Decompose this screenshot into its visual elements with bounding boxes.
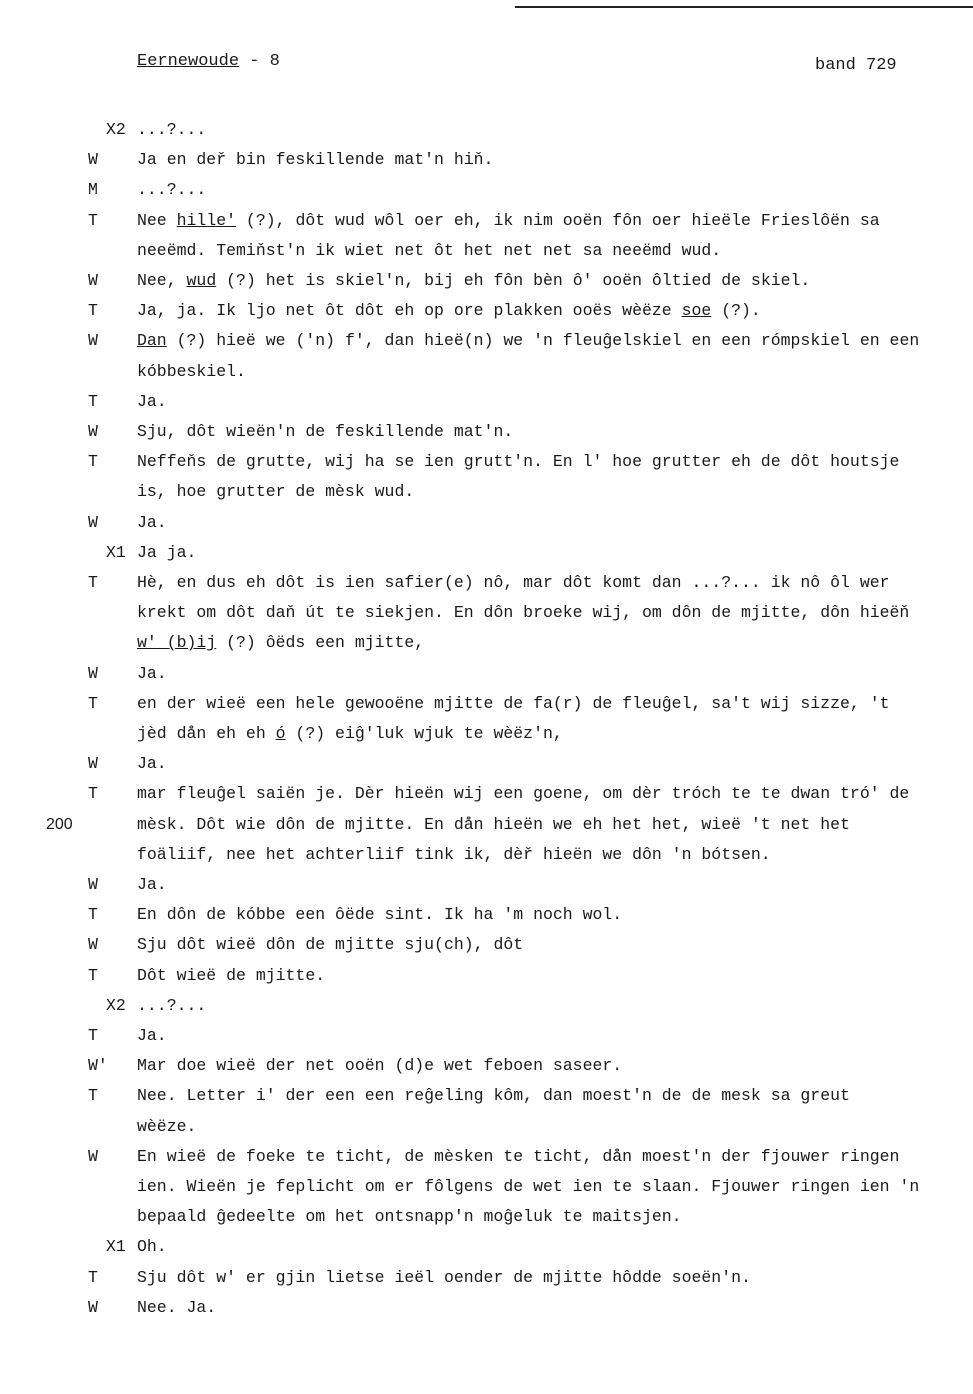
utterance-text: kóbbeskiel. — [137, 361, 246, 381]
speaker-label: M — [88, 180, 98, 200]
utterance-text: Ja en deř bin feskillende mat'n hiň. — [137, 150, 494, 170]
underlined-text: hille' — [176, 210, 237, 230]
speaker-label: W — [88, 331, 98, 351]
speaker-label: T — [88, 905, 98, 925]
underlined-text: Dan — [137, 331, 167, 351]
utterance-text: Hè, en dus eh dôt is ien safier(e) nô, mar dôt komt dan ...?... ik nô ôl wer — [137, 573, 890, 592]
speaker-label: W — [88, 1146, 98, 1166]
utterance-text: Ja. — [137, 875, 167, 894]
utterance-text — [137, 326, 919, 356]
speaker-label: X2 — [106, 995, 126, 1015]
utterance-text: Nee. Letter i' der een een reĝeling kôm, dan moest'n de de mesk sa greut — [137, 1086, 850, 1106]
speaker-label: T — [88, 965, 98, 985]
utterance-text: ...?... — [137, 995, 207, 1015]
utterance-text: Sju dôt w' er gjin lietse ieël oender de mjitte hôdde soeën'n. — [137, 1267, 751, 1287]
speaker-label: W — [88, 754, 98, 774]
utterance-segment: Nee, — [137, 271, 187, 290]
utterance-text: en der wieë een hele gewooëne mjitte de fa(r) de fleuĝel, sa't wij sizze, 't — [137, 693, 890, 713]
location-title: Eernewoude — [137, 52, 240, 71]
underlined-text: ó — [275, 724, 286, 743]
utterance-segment: (?). — [711, 301, 761, 321]
utterance-text: foäliif, nee het achterliif tink ik, dèř hieën we dôn 'n bótsen. — [137, 844, 771, 864]
utterance-text: mar fleuĝel saiën je. Dèr hieën wij een goene, om dèr tróch te te dwan tró' de — [137, 784, 910, 804]
utterance-text: Dôt wieë de mjitte. — [137, 965, 326, 985]
utterance-segment: (?) ôëds een mjitte, — [216, 633, 425, 653]
utterance-text: mèsk. Dôt wie dôn de mjitte. En dån hieën we eh het het, wieë 't net het — [137, 814, 850, 834]
underlined-text: wud — [186, 271, 217, 290]
underlined-text: soe — [681, 301, 712, 321]
speaker-label: W — [88, 1297, 98, 1317]
speaker-label: W — [88, 663, 98, 683]
utterance-text: Nee. Ja. — [137, 1297, 217, 1317]
speaker-label: T — [88, 210, 98, 230]
utterance-segment: Ja, ja. Ik ljo net ôt dôt eh op ore plakken ooës wèëze — [137, 301, 682, 321]
speaker-label: T — [88, 1026, 98, 1045]
page-number: - 8 — [249, 52, 280, 71]
utterance-text: bepaald ĝedeelte om het ontsnapp'n moĝeluk te maitsjen. — [137, 1207, 682, 1227]
utterance-text: ...?... — [137, 120, 207, 139]
utterance-text: En dôn de kóbbe een ôëde sint. Ik ha 'm noch wol. — [137, 905, 623, 925]
utterance-text: ien. Wieën je feplicht om er fôlgens de wet ien te slaan. Fjouwer ringen ien 'n — [137, 1177, 920, 1196]
utterance-text: Ja ja. — [137, 542, 197, 562]
speaker-label: T — [88, 301, 98, 321]
speaker-label: T — [88, 573, 98, 592]
utterance-segment: jèd dån eh eh — [137, 724, 276, 743]
speaker-label: W — [88, 935, 98, 955]
speaker-label: T — [88, 1086, 98, 1106]
utterance-text: wèëze. — [137, 1116, 197, 1136]
underlined-text: w' (b)ij — [137, 633, 217, 653]
speaker-label: T — [88, 452, 98, 472]
utterance-text: neeëmd. Temiňst'n ik wiet net ôt het net net sa neeëmd wud. — [137, 240, 722, 260]
utterance-text: krekt om dôt daň út te siekjen. En dôn broeke wij, om dôn de mjitte, dôn hieëň — [137, 603, 910, 623]
page-header-title — [137, 52, 280, 71]
utterance-text: Neffeňs de grutte, wij ha se ien grutt'n. En l' hoe grutter eh de dôt houtsje — [137, 452, 900, 472]
utterance-text: Ja. — [137, 512, 167, 532]
utterance-text: Ja. — [137, 391, 167, 411]
speaker-label: X1 — [106, 542, 126, 562]
speaker-label: W — [88, 150, 98, 170]
utterance-segment: (?) hieë we ('n) f', dan hieë(n) we 'n fleuĝelskiel en een rómpskiel en een — [166, 331, 920, 351]
utterance-text — [137, 719, 563, 749]
speaker-label: W — [88, 271, 98, 290]
utterance-text — [137, 206, 880, 236]
utterance-text: ...?... — [137, 180, 207, 200]
utterance-text: Sju dôt wieë dôn de mjitte sju(ch), dôt — [137, 935, 524, 955]
speaker-label: T — [88, 391, 98, 411]
utterance-text — [137, 296, 761, 326]
utterance-text: Ja. — [137, 663, 167, 683]
margin-line-number: 200 — [46, 815, 73, 833]
speaker-label: T — [88, 693, 98, 713]
speaker-label: W' — [88, 1056, 108, 1076]
utterance-text: Oh. — [137, 1237, 167, 1257]
speaker-label: X2 — [106, 120, 126, 139]
utterance-text: Sju, dôt wieën'n de feskillende mat'n. — [137, 422, 514, 441]
speaker-label: X1 — [106, 1237, 126, 1257]
utterance-segment: Nee — [137, 210, 177, 230]
utterance-segment: (?) het is skiel'n, bij eh fôn bèn ô' ooën ôltied de skiel. — [216, 271, 811, 290]
utterance-text: Mar doe wieë der net ooën (d)e wet feboen saseer. — [137, 1056, 623, 1076]
utterance-text — [137, 266, 810, 296]
speaker-label: W — [88, 875, 98, 894]
speaker-label: W — [88, 422, 98, 441]
utterance-text: Ja. — [137, 1026, 167, 1045]
band-label: band 729 — [815, 56, 897, 75]
speaker-label: T — [88, 784, 98, 804]
utterance-text: Ja. — [137, 754, 167, 774]
speaker-label: W — [88, 512, 98, 532]
utterance-segment: (?), dôt wud wôl oer eh, ik nim ooën fôn oer hieële Frieslôën sa — [236, 210, 880, 230]
utterance-text: En wieë de foeke te ticht, de mèsken te ticht, dån moest'n der fjouwer ringen — [137, 1146, 900, 1166]
utterance-text — [137, 628, 424, 658]
top-rule — [515, 6, 973, 8]
utterance-segment: (?) eiĝ'luk wjuk te wèëz'n, — [285, 724, 563, 743]
utterance-text: is, hoe grutter de mèsk wud. — [137, 482, 415, 502]
speaker-label: T — [88, 1267, 98, 1287]
